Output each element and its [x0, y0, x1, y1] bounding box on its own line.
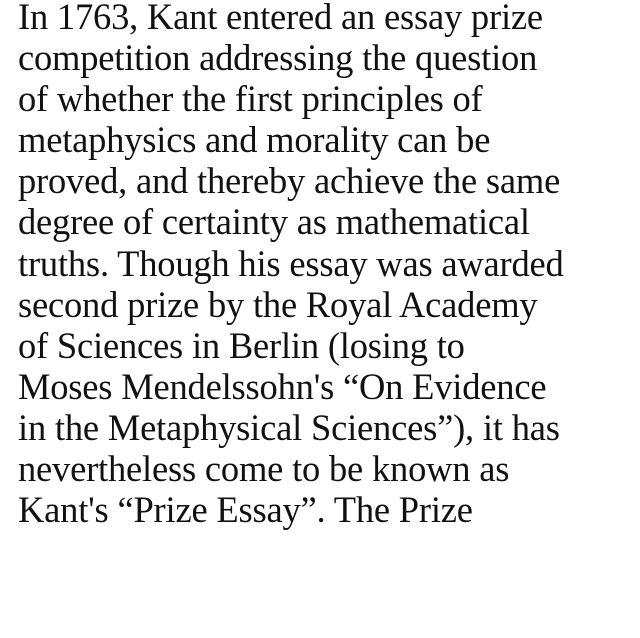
text-line-6: degree of certainty as mathematical	[18, 201, 530, 243]
text-line-8: second prize by the Royal Academy	[18, 283, 538, 325]
text-line-5: proved, and thereby achieve the same	[18, 160, 561, 202]
text-line-11: in the Metaphysical Sciences”), it has	[18, 406, 560, 448]
text-line-9: of Sciences in Berlin (losing to	[18, 324, 465, 366]
body-paragraph	[18, 0, 638, 534]
text-line-3: of whether the first principles of	[18, 78, 483, 120]
text-line-10: Moses Mendelssohn's “On Evidence	[18, 365, 547, 407]
text-line-4: metaphysics and morality can be	[18, 119, 491, 161]
text-line-2: competition addressing the question	[18, 37, 538, 79]
text-line-13: Kant's “Prize Essay”. The Prize	[18, 489, 473, 531]
text-line-1: In 1763, Kant entered an essay prize	[18, 0, 543, 37]
text-line-12: nevertheless come to be known as	[18, 448, 510, 490]
text-line-7: truths. Though his essay was awarded	[18, 242, 564, 284]
